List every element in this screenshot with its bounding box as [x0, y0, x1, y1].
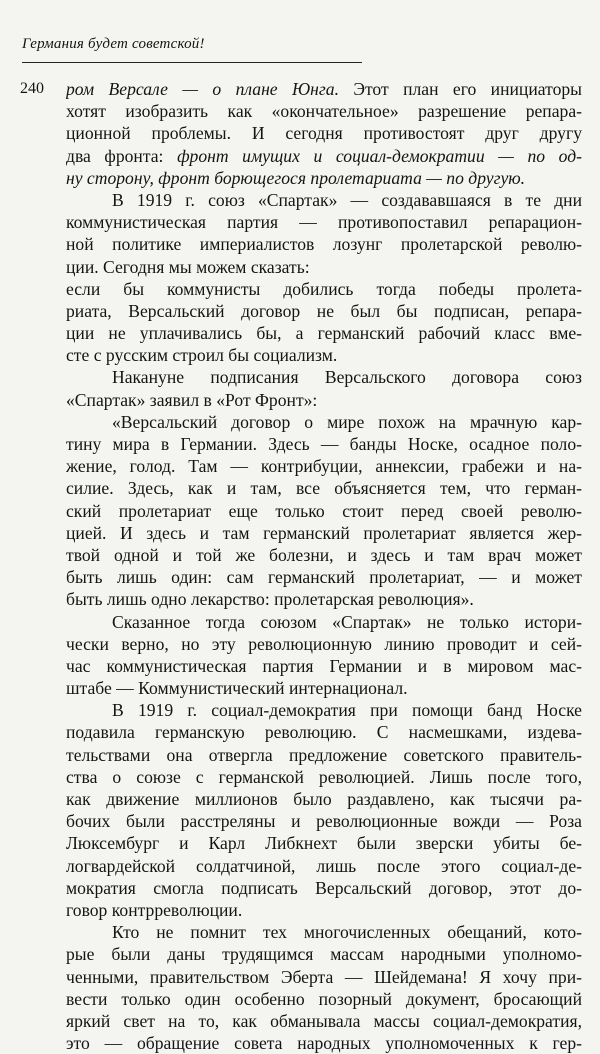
page-number: 240 [20, 80, 44, 97]
text-line [66, 721, 582, 743]
text-line [66, 78, 582, 100]
text-segment: хотят изобразить как «окончательное» разрешение репара- [66, 101, 582, 122]
italic-text: ром Версале — о плане Юнга. [66, 79, 339, 99]
text-line [66, 766, 582, 788]
text-line [66, 366, 582, 388]
text-line [66, 855, 582, 877]
text-line [66, 211, 582, 233]
text-line [66, 344, 582, 366]
text-segment: говор контрреволюции. [66, 899, 243, 920]
text-line [66, 744, 582, 766]
text-line [66, 588, 582, 610]
text-line [66, 877, 582, 899]
text-segment: жение, голод. Там — контрибуции, аннексии, грабежи и на- [66, 456, 582, 477]
text-line [66, 389, 582, 411]
text-segment: штабе — Коммунистический интернационал. [66, 678, 408, 699]
text-segment: сте с русским строил бы социализм. [66, 345, 338, 366]
text-segment: В 1919 г. социал-демократия при помощи банд Носке [112, 700, 582, 721]
text-segment: цией. И здесь и там германский пролетариат является жер- [66, 522, 582, 543]
text-segment: подавила германскую революцию. С насмешками, издева- [66, 722, 582, 743]
text-segment: тину мира в Германии. Здесь — банды Носке, осадное поло- [66, 434, 582, 454]
text-line [66, 122, 582, 144]
text-line [66, 655, 582, 677]
text-line [66, 633, 582, 655]
text-segment: как движение миллионов было раздавлено, как тысячи ра- [66, 789, 582, 809]
text-line [66, 788, 582, 810]
italic-text: фронт имущих и социал-демократии — по од- [177, 145, 582, 166]
italic-text: ну сторону, фронт борющегося пролетариата — по другую. [66, 167, 526, 188]
text-segment: час коммунистическая партия Германии и в мировом мас- [66, 655, 582, 676]
text-line [66, 566, 582, 588]
text-segment: твой одной и той же болезни, и здесь и там врач может [66, 544, 582, 565]
text-segment: «Спартак» заявил в «Рот Фронт»: [66, 389, 318, 410]
text-line [66, 233, 582, 255]
text-segment: силие. Здесь, как и там, все объясняется тем, что герман- [66, 478, 582, 499]
text-segment: быть лишь один: сам германский пролетариат, — и может [66, 567, 582, 588]
text-segment: логвардейской солдатчиной, лишь после этого социал-де- [66, 855, 582, 876]
text-line [66, 966, 582, 988]
text-line [66, 322, 582, 344]
body-text [66, 78, 582, 1054]
text-line [66, 455, 582, 477]
text-line [66, 921, 582, 943]
text-line [66, 699, 582, 721]
text-segment: это — обращение совета народных уполномоченных к гер- [66, 1033, 582, 1054]
text-line [66, 832, 582, 854]
text-segment: ский пролетариат еще только стоит перед своей револю- [66, 500, 582, 521]
text-line [66, 100, 582, 122]
text-segment: ной политике империалистов лозунг пролетарской револю- [66, 234, 582, 255]
header-rule [22, 62, 362, 63]
text-line [66, 810, 582, 832]
text-line [66, 1010, 582, 1032]
text-segment: яркий свет на то, как обманывала массы социал-демократия, [66, 1010, 582, 1031]
text-segment: «Версальский договор о мире похож на мрачную кар- [112, 411, 582, 432]
text-line [66, 1032, 582, 1054]
text-segment: мократия смогла подписать Версальский договор, этот до- [66, 877, 582, 898]
text-segment: ции не уплачивались бы, а германский рабочий класс вме- [66, 323, 582, 344]
text-segment: ционной проблемы. И сегодня противостоят друг другу [66, 123, 582, 144]
text-segment: тельствами она отвергла предложение советского правитель- [66, 744, 582, 765]
text-line [66, 145, 582, 167]
text-segment: В 1919 г. союз «Спартак» — создававшаяся в те дни [112, 189, 582, 210]
text-segment: чески верно, но эту революционную линию проводит и сей- [66, 633, 582, 654]
text-line [66, 544, 582, 566]
text-segment: два фронта: [66, 145, 178, 166]
text-line [66, 611, 582, 633]
text-segment: быть лишь одно лекарство: пролетарская революция». [66, 589, 474, 610]
text-line [66, 522, 582, 544]
text-line [66, 278, 582, 300]
text-segment: если бы коммунисты добились тогда победы пролета- [66, 278, 582, 299]
text-line [66, 411, 582, 433]
text-segment: рые были даны трудящимся массам народными уполномо- [66, 944, 582, 965]
text-segment: Накануне подписания Версальского договора союз [112, 367, 582, 388]
running-head: Германия будет советской! [22, 36, 205, 52]
text-segment: ченными, правительством Эберта — Шейдемана! Я хочу при- [66, 966, 582, 987]
text-line [66, 988, 582, 1010]
text-segment: Сказанное тогда союзом «Спартак» не только истори- [112, 611, 582, 632]
text-segment: ства о союзе с германской революцией. Лишь после того, [66, 766, 582, 787]
text-line [66, 899, 582, 921]
text-segment: коммунистическая партия — противопоставил репарацион- [66, 212, 582, 233]
text-segment: Люксембург и Карл Либкнехт были зверски убиты бе- [66, 833, 582, 854]
text-line [66, 256, 582, 278]
text-line [66, 300, 582, 322]
text-segment: вести только один особенно позорный документ, бросающий [66, 988, 582, 1009]
text-segment: ции. Сегодня мы можем сказать: [66, 256, 310, 277]
text-line [66, 167, 582, 189]
text-segment: Кто не помнит тех многочисленных обещаний, кото- [112, 922, 582, 943]
text-line [66, 677, 582, 699]
text-line [66, 477, 582, 499]
text-line [66, 433, 582, 455]
text-segment: риата, Версальский договор не был бы подписан, репара- [66, 300, 582, 321]
text-line [66, 943, 582, 965]
text-segment: Этот план его инициаторы [338, 79, 582, 99]
text-line [66, 189, 582, 211]
text-segment: бочих были расстреляны и революционные вожди — Роза [66, 811, 582, 832]
text-line [66, 500, 582, 522]
